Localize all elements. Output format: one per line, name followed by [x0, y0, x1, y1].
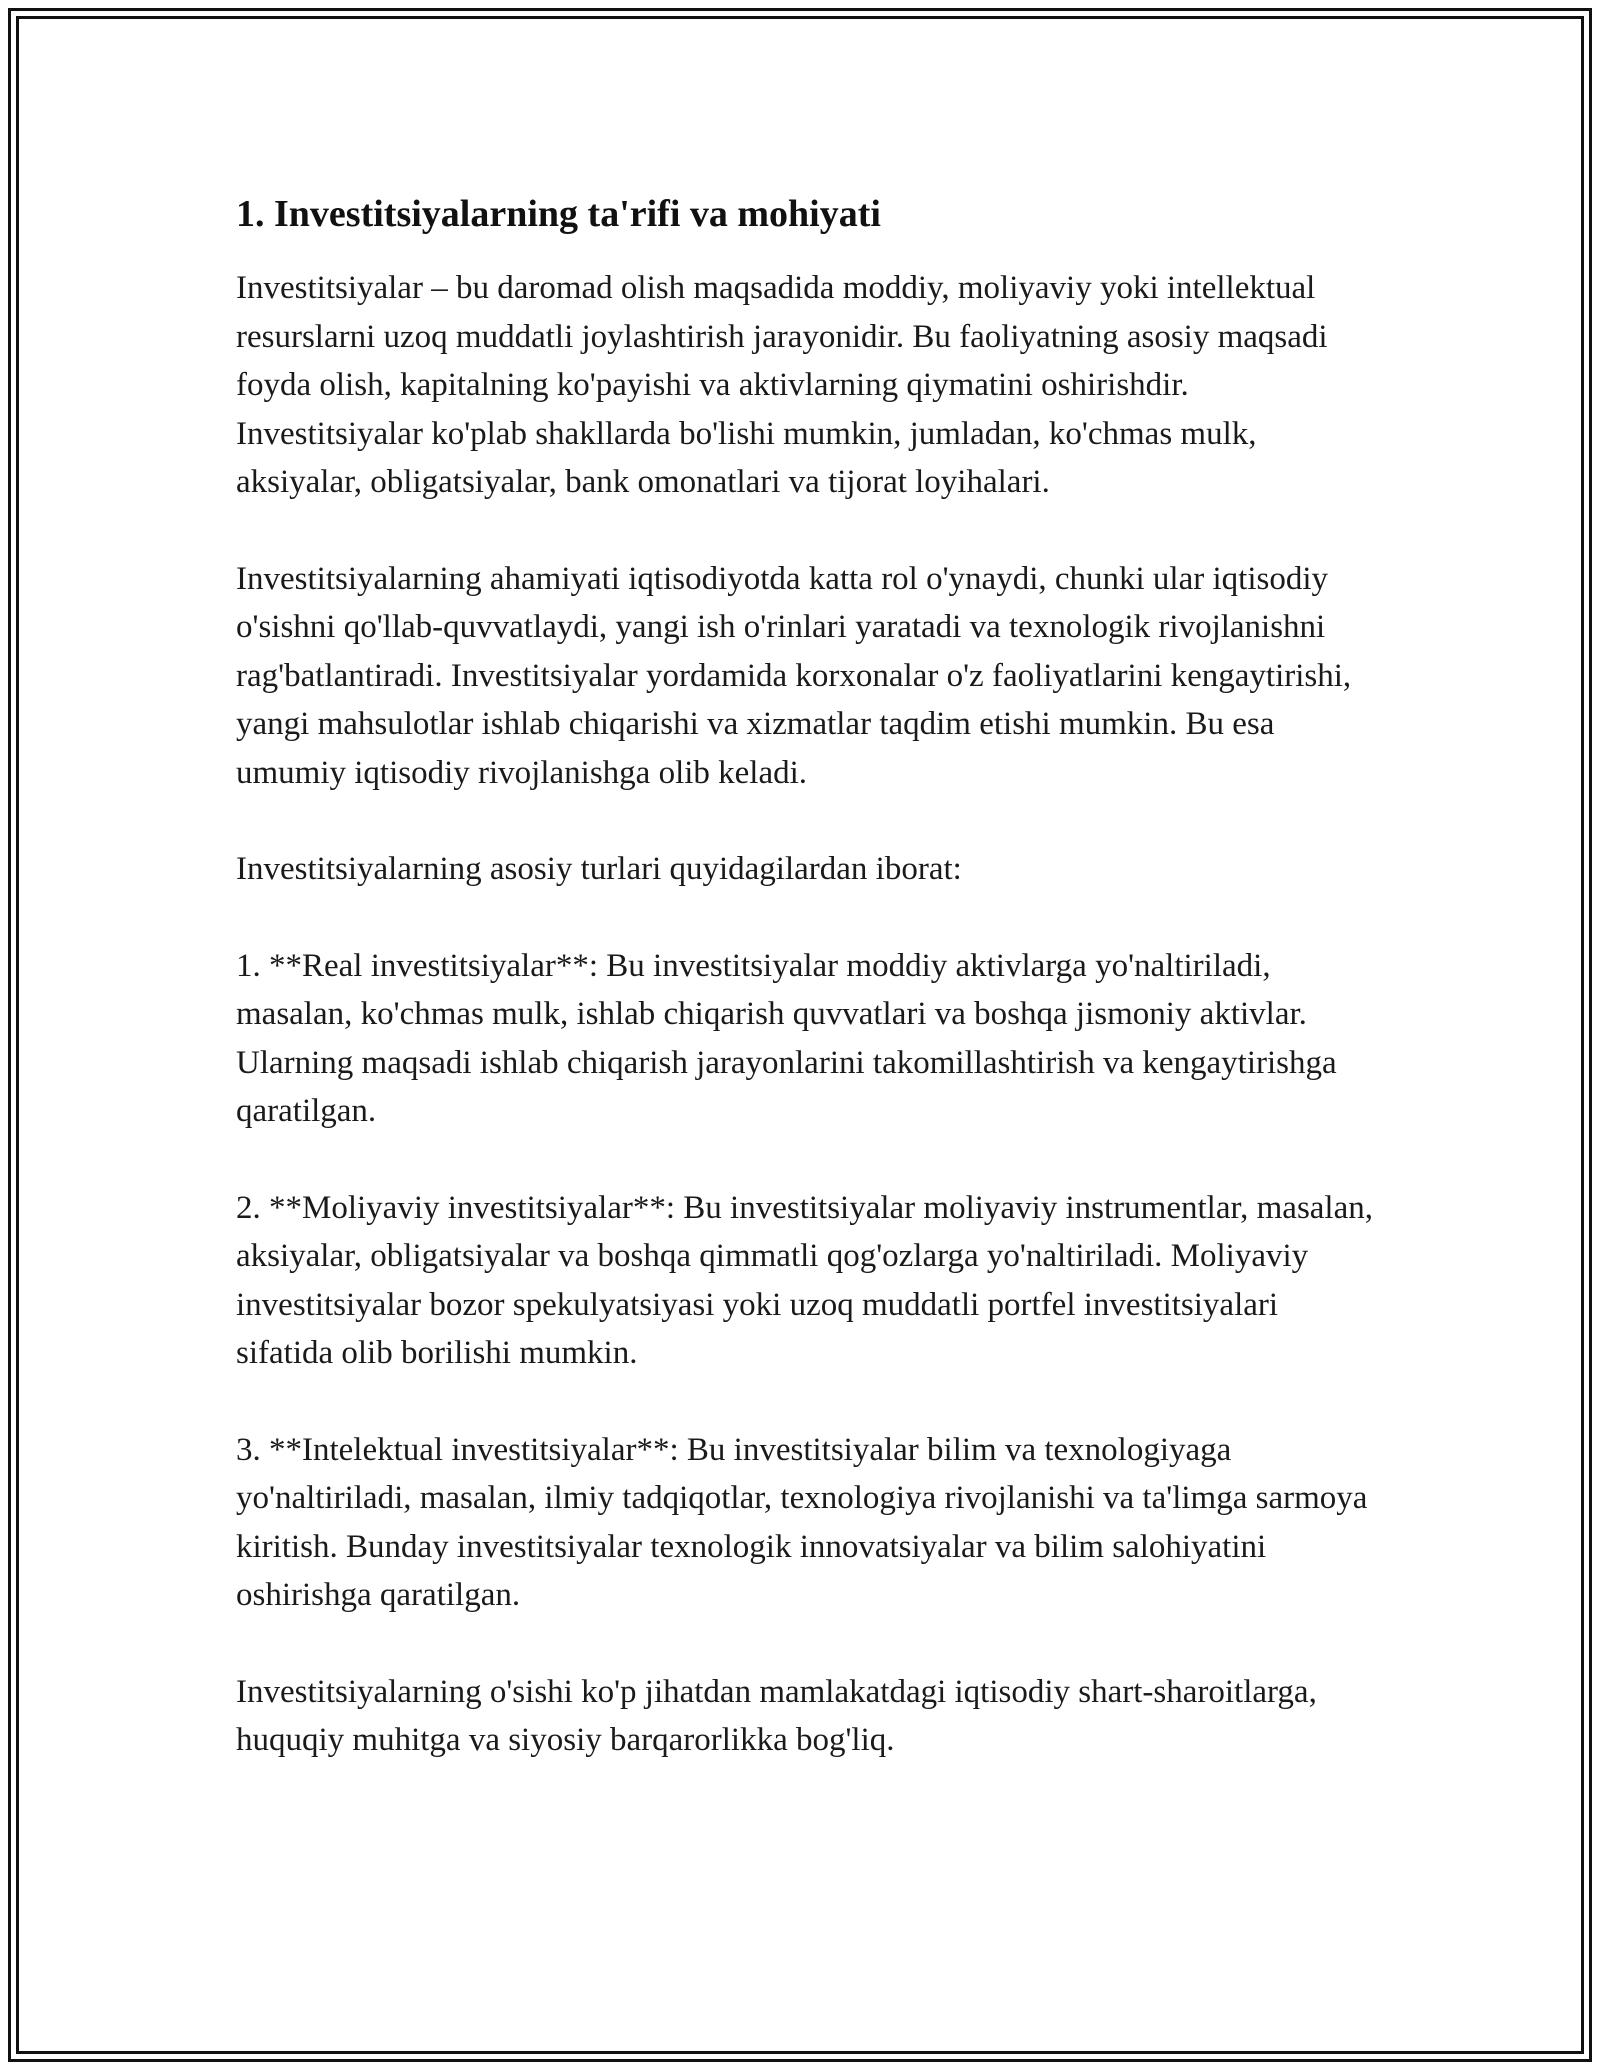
- paragraph-types-intro: Investitsiyalarning asosiy turlari quyidagilardan iborat:: [236, 851, 962, 887]
- document-body: [236, 186, 1376, 1765]
- list-item-real-investments: 1. **Real investitsiyalar**: Bu investitsiyalar moddiy aktivlarga yo'naltiriladi, masalan, ko'chmas mulk, ishlab chiqarish quvvatlari va boshqa jismoniy aktivlar. Ularning maqsadi ishlab chiqarish jarayonlarini takomillashtirish va kengaytirishga qaratilgan.: [236, 947, 1337, 1129]
- list-item-financial-investments: 2. **Moliyaviy investitsiyalar**: Bu investitsiyalar moliyaviy instrumentlar, masalan, aksiyalar, obligatsiyalar va boshqa qimmatli qog'ozlarga yo'naltiriladi. Moliyaviy investitsiyalar bozor spekulyatsiyasi yoki uzoq muddatli portfel investitsiyalari sifatida olib borilishi mumkin.: [236, 1189, 1374, 1371]
- list-item-intellectual-investments: 3. **Intelektual investitsiyalar**: Bu investitsiyalar bilim va texnologiyaga yo'naltiriladi, masalan, ilmiy tadqiqotlar, texnologiya rivojlanishi va ta'limga sarmoya kiritish. Bunday investitsiyalar texnologik innovatsiyalar va bilim salohiyatini oshirishga qaratilgan.: [236, 1431, 1368, 1613]
- paragraph-definition: Investitsiyalar – bu daromad olish maqsadida moddiy, moliyaviy yoki intellektual resurslarni uzoq muddatli joylashtirish jarayonidir. Bu faoliyatning asosiy maqsadi foyda olish, kapitalning ko'payishi va aktivlarning qiymatini oshirishdir. Investitsiyalar ko'plab shakllarda bo'lishi mumkin, jumladan, ko'chmas mulk, aksiyalar, obligatsiyalar, bank omonatlari va tijorat loyihalari.: [236, 270, 1328, 500]
- section-heading: 1. Investitsiyalarning ta'rifi va mohiyati: [236, 193, 881, 235]
- paragraph-conclusion: Investitsiyalarning o'sishi ko'p jihatdan mamlakatdagi iqtisodiy shart-sharoitlarga, huquqiy muhitga va siyosiy barqarorlikka bog'liq.: [236, 1673, 1317, 1758]
- paragraph-importance: Investitsiyalarning ahamiyati iqtisodiyotda katta rol o'ynaydi, chunki ular iqtisodiy o'sishni qo'llab-quvvatlaydi, yangi ish o'rinlari yaratadi va texnologik rivojlanishni rag'batlantiradi. Investitsiyalar yordamida korxonalar o'z faoliyatlarini kengaytirishi, yangi mahsulotlar ishlab chiqarishi va xizmatlar taqdim etishi mumkin. Bu esa umumiy iqtisodiy rivojlanishga olib keladi.: [236, 560, 1352, 791]
